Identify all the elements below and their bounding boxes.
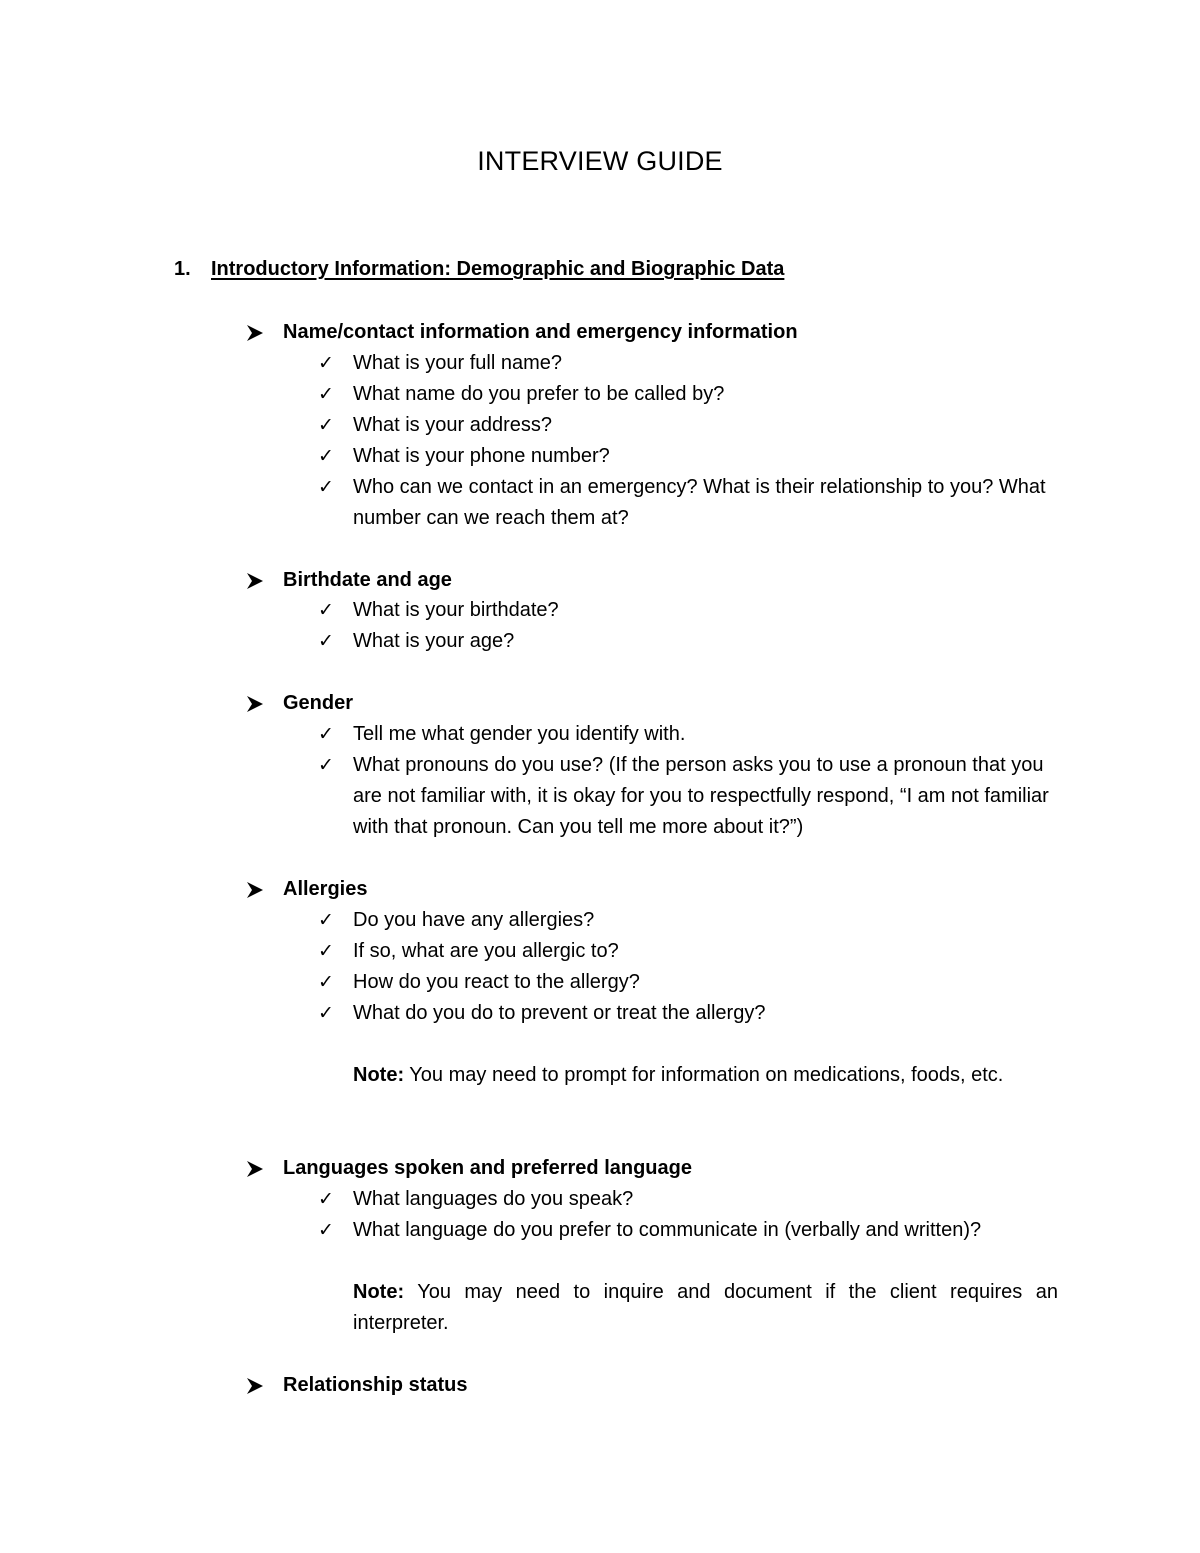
- category-heading: [246, 1370, 467, 1401]
- question-text: If so, what are you allergic to?: [353, 940, 619, 962]
- checkmark-icon: ✓: [318, 630, 334, 652]
- question-text: Who can we contact in an emergency? What is their relationship to you? What number can we reach them at?: [353, 476, 1046, 529]
- question-text: What is your phone number?: [353, 445, 610, 467]
- section-heading: [174, 258, 784, 281]
- category-label: Gender: [283, 692, 354, 714]
- question-text: Tell me what gender you identify with.: [353, 723, 686, 745]
- category-heading: [246, 1153, 692, 1184]
- arrowhead-bullet-icon: [246, 695, 264, 713]
- category-heading: [246, 565, 452, 596]
- checkmark-icon: ✓: [318, 971, 334, 993]
- question-item: [318, 348, 1060, 379]
- arrowhead-bullet-icon: [246, 881, 264, 899]
- question-text: What do you do to prevent or treat the allergy?: [353, 1002, 766, 1024]
- category-label: Relationship status: [283, 1374, 468, 1396]
- checkmark-icon: ✓: [318, 352, 334, 374]
- checkmark-icon: ✓: [318, 909, 334, 931]
- question-item: [318, 472, 1060, 534]
- checkmark-icon: ✓: [318, 414, 334, 436]
- category-heading: [246, 874, 367, 905]
- note-paragraph: [353, 1277, 1058, 1339]
- category-label: Languages spoken and preferred language: [283, 1157, 692, 1179]
- note-paragraph: [353, 1060, 1058, 1091]
- question-item: [318, 1215, 1060, 1246]
- question-text: What is your age?: [353, 630, 515, 652]
- question-item: [318, 998, 1060, 1029]
- question-item: [318, 967, 1060, 998]
- question-item: [318, 905, 1060, 936]
- category-label: Name/contact information and emergency information: [283, 321, 798, 343]
- checkmark-icon: ✓: [318, 754, 334, 776]
- question-text: What name do you prefer to be called by?: [353, 383, 725, 405]
- arrowhead-bullet-icon: [246, 1377, 264, 1395]
- arrowhead-bullet-icon: [246, 1160, 264, 1178]
- question-item: [318, 410, 1060, 441]
- checkmark-icon: ✓: [318, 476, 334, 498]
- question-item: [318, 441, 1060, 472]
- arrowhead-bullet-icon: [246, 572, 264, 590]
- document-title: INTERVIEW GUIDE: [477, 146, 723, 176]
- checkmark-icon: ✓: [318, 383, 334, 405]
- section-number: 1.: [174, 258, 191, 280]
- question-text: What languages do you speak?: [353, 1188, 634, 1210]
- section-title: Introductory Information: Demographic and Biographic Data: [211, 258, 785, 280]
- question-item: [318, 379, 1060, 410]
- question-item: [318, 936, 1060, 967]
- note-label: Note:: [353, 1064, 405, 1086]
- category-heading: [246, 688, 353, 719]
- question-text: What is your birthdate?: [353, 599, 559, 621]
- question-item: [318, 626, 1060, 657]
- question-text: Do you have any allergies?: [353, 909, 595, 931]
- question-text: How do you react to the allergy?: [353, 971, 640, 993]
- question-text: What language do you prefer to communicate in (verbally and written)?: [353, 1219, 982, 1241]
- note-label: Note:: [353, 1281, 405, 1303]
- question-text: What pronouns do you use? (If the person asks you to use a pronoun that you are not familiar with, it is okay for you to respectfully respond, “I am not familiar with that pronoun. Can you tell me more about it?”): [353, 754, 1049, 838]
- question-text: What is your address?: [353, 414, 552, 436]
- checkmark-icon: ✓: [318, 445, 334, 467]
- question-item: [318, 750, 1060, 843]
- question-item: [318, 595, 1060, 626]
- note-text: You may need to inquire and document if the client requires an interpreter.: [353, 1281, 1058, 1334]
- checkmark-icon: ✓: [318, 599, 334, 621]
- category-heading: [246, 317, 798, 348]
- category-label: Birthdate and age: [283, 569, 452, 591]
- note-text: You may need to prompt for information on medications, foods, etc.: [404, 1064, 1004, 1086]
- question-text: What is your full name?: [353, 352, 562, 374]
- category-label: Allergies: [283, 878, 368, 900]
- checkmark-icon: ✓: [318, 1219, 334, 1241]
- arrowhead-bullet-icon: [246, 324, 264, 342]
- question-item: [318, 719, 1060, 750]
- checkmark-icon: ✓: [318, 723, 334, 745]
- checkmark-icon: ✓: [318, 1188, 334, 1210]
- checkmark-icon: ✓: [318, 940, 334, 962]
- question-item: [318, 1184, 1060, 1215]
- checkmark-icon: ✓: [318, 1002, 334, 1024]
